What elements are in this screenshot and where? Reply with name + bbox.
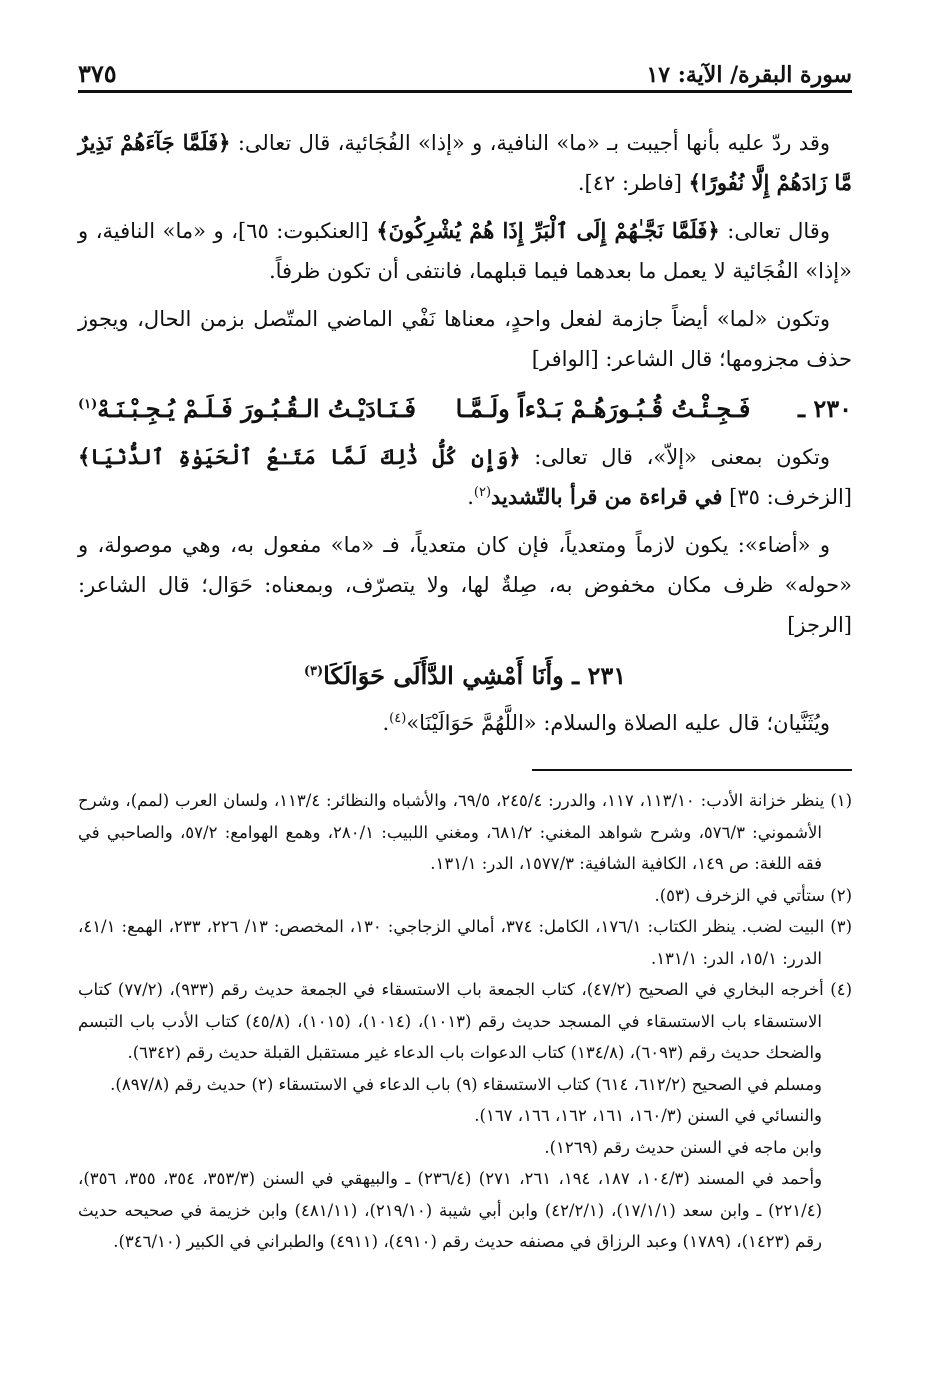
footnote-4-ibn-majah: وابن ماجه في السنن حديث رقم (١٢٦٩). [544,1137,822,1157]
verse-231-text: ٢٣١ ـ وأَنَا أَمْشِي الدَّأَلَى حَوَالَكَا [323,661,627,690]
footnote-1: (١) ينظر خزانة الأدب: ١١٣/١٠، ١١٧، والدرر: ٢٤٥/٤، ٦٩/٥، والأشباه والنظائر: ١١٣/٤، ولسان العرب (لمم)، وشرح الأشموني: ٥٧٦/٣، وشرح شواهد المغني: ٦٨١/٢، ومغني اللبيب: ٢٨٠/١، وهمع الهوامع: ٥٧/٢، والصاحبي في فقه اللغة: ص ١٤٩، الكافية الشافية: ١٥٧٧/٣، الدر: ١٣١/١. [78,791,852,873]
verse-230-first-hemistich: فَـجِـئْـتُ قُـبُـورَهُـمْ بَـدْءاً ولَـمَّـا [455,394,751,423]
footnote-marker-2: (٢) [473,485,492,500]
quran-quote-zukhruf: ﴿وَإِن كُلُّ ذَٰلِكَ لَمَّا مَتَـٰعُ ٱلْحَيَوٰةِ ٱلدُّنْيَا﴾ [78,444,521,469]
footnote-marker-4: (٤) [389,711,407,726]
footnote-4-nasai: والنسائي في السنن (١٦٠/٣، ١٦١، ١٦٢، ١٦٦، ١٦٧). [474,1106,822,1125]
quran-quote-fatir: ﴿فَلَمَّا جَآءَهُمْ نَذِيرٌ مَّا زَادَهُمْ إِلَّا نُفُورًا﴾ [78,130,852,195]
footnote-4-ahmad: وأحمد في المسند (١٠٤/٣، ١٨٧، ١٩٤، ٢٦١، ٢٧١) (٢٣٦/٤) ـ والبيهقي في السنن (٣٥٣/٣، ٣٥٤، ٣٥٥، ٣٥٦)، (٢٢١/٤) ـ وابن سعد (١٧/١/١)، (٤٢/٢/١) وابن أبي شيبة (٢١٩/١٠)، (٤٨١/١١) وابن خزيمة في صحيحه حديث رقم (١٤٢٣)، (١٧٨٩) وعبد الرزاق في مصنفه حديث رقم (٤٩١٠)، (٤٩١١) والطبراني في الكبير (٣٤٦/١٠). [78,1169,823,1251]
paragraph-1-text: وقد ردّ عليه بأنها أجيبت بـ «ما» النافية، و «إذا» الفُجَائية، قال تعالى: [230,131,831,155]
paragraph-5: و «أضاء»: يكون لازماً ومتعدياً، فإن كان متعدياً، فـ «ما» مفعول به، وهي موصولة، و «حوله» ظرف مكان مخفوض به، صِلةٌ لها، ولا يتصرّف، وبمعناه: حَوَال؛ قال الشاعر: [الرجز] [78,533,852,637]
verse-231 [78,653,852,699]
document-page [78,52,852,1258]
footnote-4: (٤) أخرجه البخاري في الصحيح (٤٧/٢)، كتاب الجمعة باب الاستسقاء في الجمعة حديث رقم (٩٣٣)، (٧٧/٢) كتاب الاستسقاء باب الاستسقاء في المسجد حديث رقم (١٠١٣)، (١٠١٤)، (١٠١٥)، (٤٥/٨) كتاب الأدب باب التبسم والضحك حديث رقم (٦٠٩٣)، (١٣٤/٨) كتاب الدعوات باب الدعاء غير مستقبل القبلة حديث رقم (٦٣٤٢). [78,980,852,1062]
quran-ref-zukhruf: [الزخرف: ٣٥] [722,485,852,509]
quran-ref-fatir: [فاطر: ٤٢]. [577,171,689,195]
paragraph-2 [78,211,852,291]
paragraph-4 [78,437,852,517]
paragraph-2-text: وقال تعالى: [719,219,830,243]
footnote-separator [532,769,852,771]
footnote-marker-3: (٣) [303,664,324,679]
footnote-2: (٢) ستأتي في الزخرف (٥٣). [654,885,852,905]
paragraph-4-end: . [467,485,474,509]
footnotes [78,785,852,1258]
page-number: ٣٧٥ [78,59,117,88]
main-text [78,123,852,743]
running-header [78,52,852,93]
paragraph-6-end: . [382,711,390,735]
footnote-3: (٣) البيت لضب. ينظر الكتاب: ١٧٦/١، الكامل: ٣٧٤، أمالي الزجاجي: ١٣٠، المخصص: ١٣/ ٢٢٦، ٢٣٣، الهمع: ٤١/١، الدرر: ١٥/١، الدر: ١٣١/١. [78,917,852,968]
verse-230-second-text: فَـنَـادَيْـتُ الـقُـبُـورَ فَـلَـمْ يُـجِـبْـنَـهْ [97,394,416,423]
paragraph-2-rest: [العنكبوت: ٦٥]، و «ما» النافية، و «إذا» الفُجَائية لا يعمل ما بعدهما فيما قبلهما، فانتفى أن تكون ظرفاً. [78,219,852,283]
paragraph-6-text: ويُثَنَّيان؛ قال عليه الصلاة والسلام: «اللَّهُمَّ حَوَالَيْنَا» [406,711,830,735]
paragraph-6 [78,703,852,743]
footnote-marker-1: (١) [78,397,98,412]
verse-230-number: ٢٣٠ ـ [797,394,852,423]
paragraph-3: وتكون «لما» أيضاً جازمة لفعل واحدٍ، معناها نَفْي الماضي المتّصل بزمن الحال، ويجوز حذف مجزومها؛ قال الشاعر: [الوافر] [78,307,852,371]
footnote-4-muslim: ومسلم في الصحيح (٦١٢/٢، ٦١٤) كتاب الاستسقاء (٩) باب الدعاء في الاستسقاء (٢) حديث رقم (٨٩٧/٨). [110,1074,822,1094]
paragraph-1 [78,123,852,203]
reading-note: في قراءة من قرأ بالتّشديد [491,484,723,509]
quran-quote-ankabut: ﴿فَلَمَّا نَجَّـٰهُمْ إِلَى ٱلْبَرِّ إِذَا هُمْ يُشْرِكُونَ﴾ [376,218,720,243]
verse-230 [78,387,852,431]
surah-reference: سورة البقرة/ الآية: ١٧ [646,62,852,88]
verse-230-second-hemistich [78,387,416,431]
paragraph-4-text: وتكون بمعنى «إلاّ»، قال تعالى: [520,445,830,469]
